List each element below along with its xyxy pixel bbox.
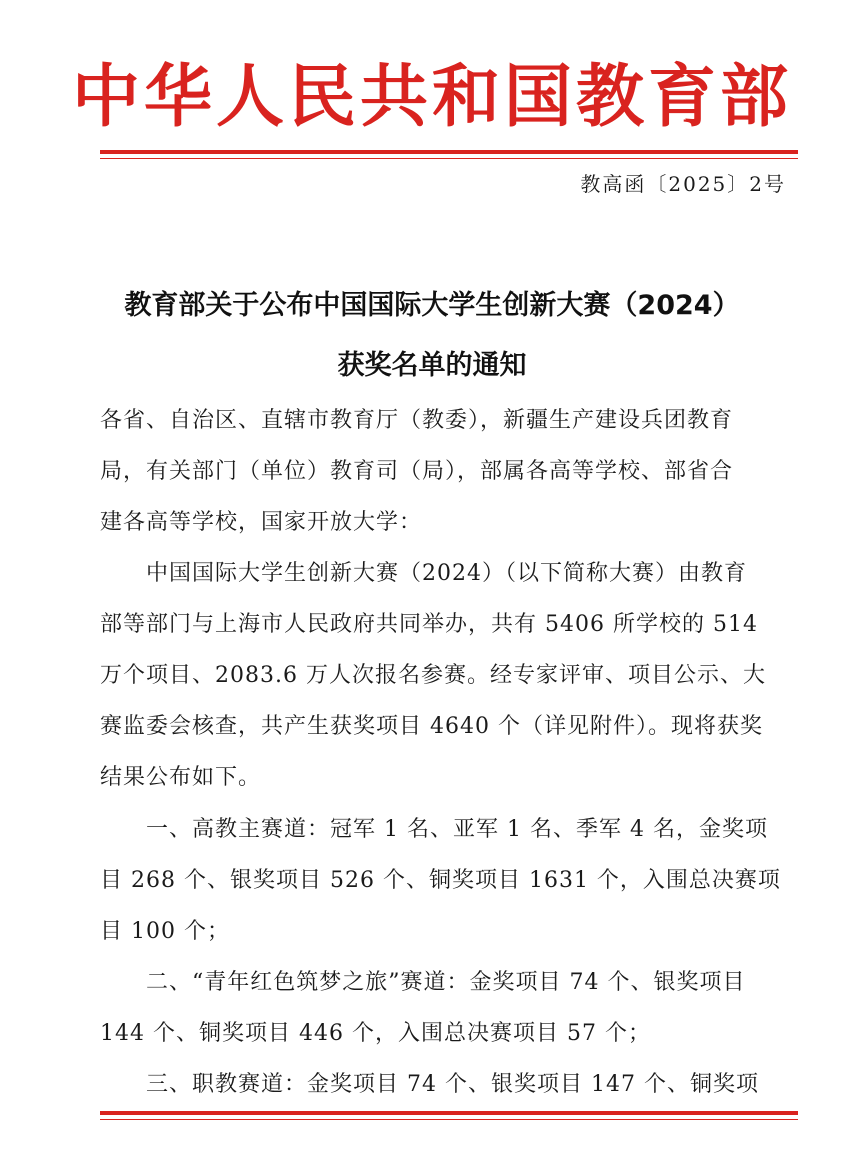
body-line: 一、高教主赛道：冠军 1 名、亚军 1 名、季军 4 名，金奖项	[146, 817, 768, 842]
letterhead	[0, 58, 864, 138]
issuing-authority-name: 中华人民共和国教育部	[71, 58, 792, 137]
body-line: 三、职教赛道：金奖项目 74 个、银奖项目 147 个、铜奖项	[146, 1072, 759, 1097]
body-line: 144 个、铜奖项目 446 个，入围总决赛项目 57 个；	[100, 1021, 651, 1046]
body-line: 各省、自治区、直辖市教育厅（教委），新疆生产建设兵团教育	[100, 408, 734, 433]
body-line: 建各高等学校，国家开放大学：	[100, 510, 423, 535]
letterhead-red-rule	[100, 150, 798, 154]
document-number: 教高函〔2025〕2号	[580, 172, 786, 196]
footer-red-rule-thin	[100, 1119, 798, 1120]
document-title-line-1: 教育部关于公布中国国际大学生创新大赛（2024）	[124, 290, 740, 321]
body-line: 中国国际大学生创新大赛（2024）（以下简称大赛）由教育	[146, 561, 747, 586]
body-line: 局，有关部门（单位）教育司（局），部属各高等学校、部省合	[100, 459, 734, 484]
document-title-line-2: 获奖名单的通知	[337, 350, 527, 381]
body-line: 二、“青年红色筑梦之旅”赛道：金奖项目 74 个、银奖项目	[146, 970, 746, 995]
body-line: 部等部门与上海市人民政府共同举办，共有 5406 所学校的 514	[100, 612, 758, 637]
footer-red-rule	[100, 1111, 798, 1115]
body-line: 目 100 个；	[100, 919, 230, 944]
body-line: 结果公布如下。	[100, 765, 262, 790]
body-line: 目 268 个、银奖项目 526 个、铜奖项目 1631 个，入围总决赛项	[100, 868, 781, 893]
body-line: 万个项目、2083.6 万人次报名参赛。经专家评审、项目公示、大	[100, 663, 766, 688]
letterhead-red-rule-thin	[100, 158, 798, 159]
body-line: 赛监委会核查，共产生获奖项目 4640 个（详见附件）。现将获奖	[100, 714, 763, 739]
